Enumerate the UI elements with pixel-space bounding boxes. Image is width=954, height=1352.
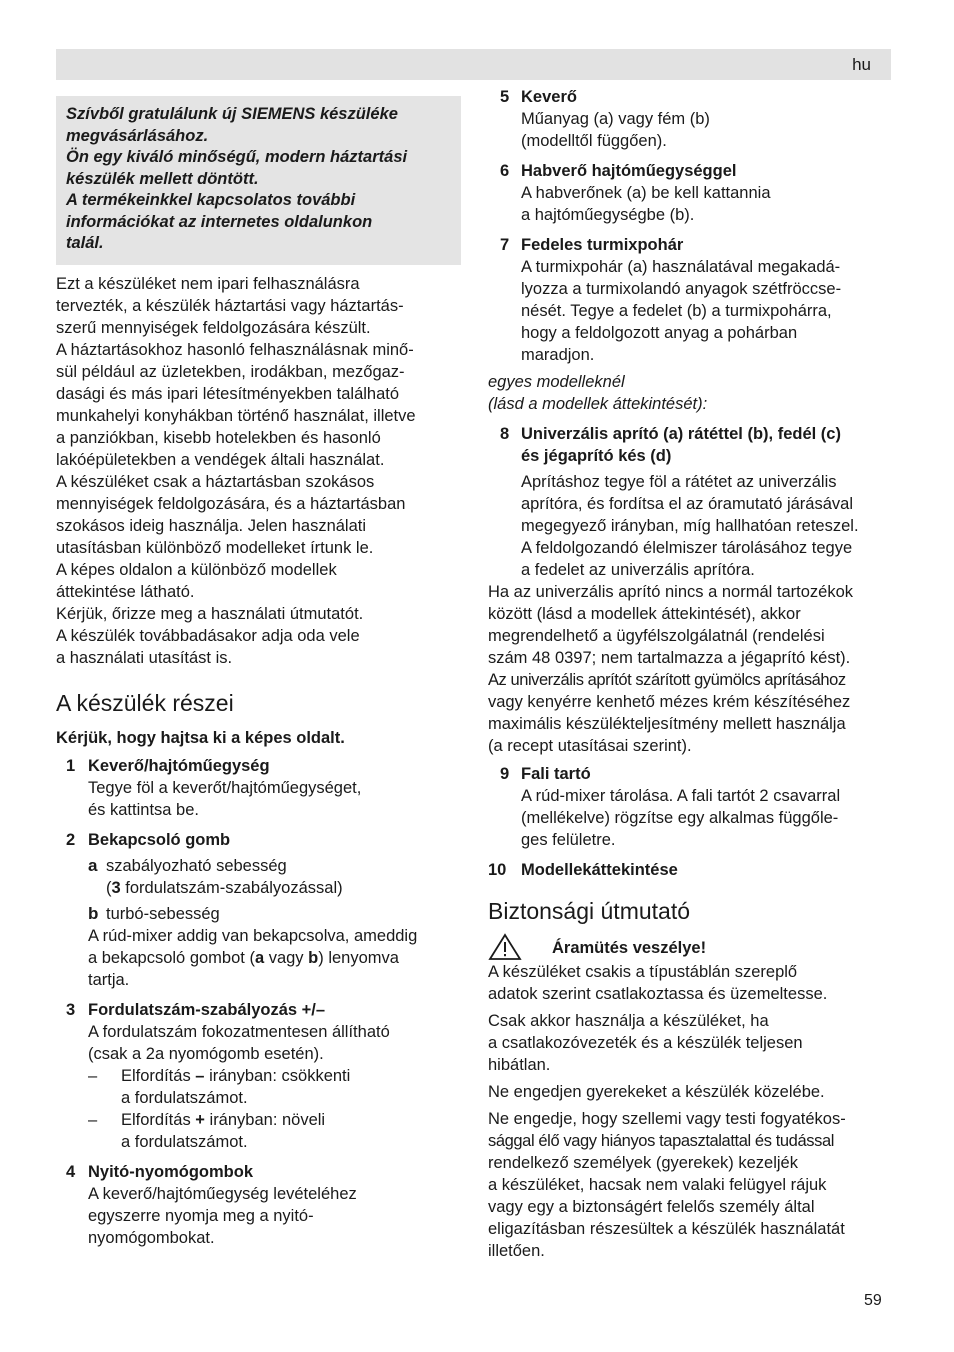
text-fragment-bold: a: [254, 948, 265, 967]
item-title: Fedeles turmixpohár: [521, 236, 684, 254]
text-line: eligazításban részesültek a készülék használatát: [488, 1220, 845, 1238]
text-line: maradjon.: [521, 346, 595, 364]
item-number: 8: [500, 425, 510, 443]
text-line: tartja.: [88, 970, 130, 989]
dash-item: [88, 1065, 461, 1109]
text-line: (csak a 2a nyomógomb esetén).: [88, 1044, 324, 1063]
text-line: (modelltől függően).: [521, 132, 667, 150]
safety-paragraph: [488, 1108, 893, 1262]
accessory-paragraph: [488, 581, 893, 757]
text-line: (a recept utasításai szerint).: [488, 737, 692, 755]
item-number: 7: [500, 236, 510, 254]
text-line: aprítóra, és fordítsa el az óramutató járásával: [521, 495, 853, 513]
item-body: [521, 256, 893, 366]
text-line: egyes modelleknél: [488, 373, 625, 391]
intro-line: talál.: [66, 234, 104, 252]
usage-paragraph: [56, 273, 461, 669]
text-fragment: ) lenyomva: [318, 948, 399, 967]
text-line: Univerzális aprító (a) rátéttel (b), fedél (c): [521, 425, 841, 443]
item-body: [88, 925, 461, 991]
text-line: nését. Tegye a fedelet (b) a turmixpohárra,: [521, 302, 832, 320]
list-item-10: [488, 859, 893, 881]
item-title: Modellekáttekintése: [521, 861, 678, 879]
text-fragment: irányban: növeli: [204, 1110, 326, 1129]
intro-line: megvásárlásához.: [66, 126, 209, 145]
section-subheading: Kérjük, hogy hajtsa ki a képes oldalt.: [56, 728, 345, 747]
text-line: A fordulatszám fokozatmentesen állítható: [88, 1022, 390, 1041]
text-line: A képes oldalon a különböző modellek: [56, 560, 337, 579]
item-number: 9: [500, 765, 510, 783]
text-line: szerű mennyiségek feldolgozására készült.: [56, 318, 371, 337]
text-line: megrendelhető a ügyfélszolgálatnál (rendelési: [488, 627, 825, 645]
text-line: A keverő/hajtóműegység levételéhez: [88, 1184, 357, 1203]
intro-line: információkat az internetes oldalunkon: [66, 212, 373, 231]
list-item-8: [488, 423, 893, 467]
text-line: sággal élő vagy hiányos tapasztalattal és tudással: [488, 1132, 834, 1150]
list-item-4: [56, 1161, 461, 1183]
item-number: 5: [500, 88, 510, 106]
text-line: lyozza a turmixolandó anyagok szétfröccse-: [521, 280, 842, 298]
text-line: tervezték, a készülék háztartási vagy háztartás-: [56, 296, 404, 315]
text-fragment: Elfordítás: [121, 1110, 196, 1129]
text-line: adatok szerint csatlakoztassa és üzemeltesse.: [488, 985, 828, 1003]
item-number: 2: [66, 830, 76, 849]
text-line: nyomógombokat.: [88, 1228, 215, 1247]
text-line: ges felületre.: [521, 831, 616, 849]
text-line: illetően.: [488, 1242, 545, 1260]
item-number: 3: [66, 1000, 76, 1019]
text-line: Ne engedjen gyerekeket a készülék közelébe.: [488, 1083, 825, 1101]
item-body: [88, 1021, 461, 1065]
text-line: A rúd-mixer tárolása. A fali tartót 2 csavarral: [521, 787, 841, 805]
text-line: utasításban különböző modelleket írtunk le.: [56, 538, 374, 557]
list-item-2: [56, 829, 461, 851]
item-title: Fordulatszám-szabályozás +/–: [88, 1000, 326, 1019]
text-line: mennyiségek feldolgozására, és a háztartásban: [56, 494, 406, 513]
item-body: [521, 182, 893, 226]
text-line: megegyező irányban, míg hallhatóan reteszel.: [521, 517, 859, 535]
sub-letter: a: [88, 855, 98, 875]
text-line: a fedelet az univerzális aprítóra.: [521, 561, 755, 579]
text-line: Ha az univerzális aprító nincs a normál tartozékok: [488, 583, 853, 601]
text-line: A habverőnek (a) be kell kattannia: [521, 184, 771, 202]
text-line: Kérjük, őrizze meg a használati útmutatót.: [56, 604, 364, 623]
text-fragment: fordulatszám-szabályozással): [120, 878, 343, 897]
dash-marker: –: [88, 1066, 98, 1085]
list-item-5: [488, 86, 893, 108]
text-line: A készülék továbbadásakor adja oda vele: [56, 626, 360, 645]
text-line: a hajtóműegységbe (b).: [521, 206, 695, 224]
text-fragment: Elfordítás: [121, 1066, 196, 1085]
warning-row: [488, 933, 893, 961]
text-line: munkahelyi konyhákban történő használat, illetve: [56, 406, 416, 425]
text-line: a csatlakozóvezeték és a készülék teljesen: [488, 1034, 803, 1052]
text-fragment: (: [106, 878, 112, 897]
text-line: Műanyag (a) vagy fém (b): [521, 110, 710, 128]
list-item-9: [488, 763, 893, 785]
item-number: 1: [66, 756, 76, 775]
text-line: A készüléket csakis a típustáblán szereplő: [488, 963, 798, 981]
intro-box: [56, 96, 461, 265]
text-line: Ezt a készüléket nem ipari felhasználásra: [56, 274, 360, 293]
item-body: [88, 1183, 461, 1249]
sub-text: turbó-sebesség: [106, 904, 220, 923]
item-number: 10: [488, 861, 507, 879]
warning-triangle-icon: [488, 933, 522, 961]
text-fragment-bold: 3: [111, 878, 121, 897]
text-line: A rúd-mixer addig van bekapcsolva, ameddig: [88, 926, 418, 945]
text-line: Aprításhoz tegye föl a rátétet az univerzális: [521, 473, 837, 491]
text-line: hogy a feldolgozott anyag a pohárban: [521, 324, 798, 342]
text-line: egyszerre nyomja meg a nyitó-: [88, 1206, 314, 1225]
item-number: 6: [500, 162, 510, 180]
item-title: Bekapcsoló gomb: [88, 830, 231, 849]
item-title: Keverő/hajtóműegység: [88, 756, 270, 775]
item-title: Fali tartó: [521, 765, 591, 783]
text-line: és jégaprító kés (d): [521, 447, 672, 465]
text-line: hibátlan.: [488, 1056, 551, 1074]
text-line: Csak akkor használja a készüléket, ha: [488, 1012, 769, 1030]
text-fragment-bold: –: [195, 1066, 205, 1085]
text-fragment: vagy: [264, 948, 309, 967]
models-note: [488, 371, 893, 415]
safety-paragraph: [488, 1010, 893, 1076]
dash-marker: –: [88, 1110, 98, 1129]
text-line: a használati utasítást is.: [56, 648, 233, 667]
item-title: Keverő: [521, 88, 577, 106]
right-column: [488, 86, 893, 1262]
intro-line: készülék mellett döntött.: [66, 169, 259, 188]
item-title: [521, 423, 841, 467]
text-line: Tegye föl a keverőt/hajtóműegységet,: [88, 778, 362, 797]
text-line: lakóépületekben a vendégek általi használat.: [56, 450, 385, 469]
sub-item-a: [88, 855, 461, 899]
text-line: rendelkező személyek (gyerekek) kezeljék: [488, 1154, 798, 1172]
text-line: szám 48 0397; nem tartalmazza a jégaprító kést).: [488, 649, 851, 667]
text-line: a készüléket, hacsak nem valaki felügyel rájuk: [488, 1176, 827, 1194]
text-line: Ne engedje, hogy szellemi vagy testi fogyatékos-: [488, 1110, 846, 1128]
text-line: a fordulatszámot.: [121, 1132, 248, 1151]
text-line: Az univerzális aprítót szárított gyümölcs aprításához: [488, 671, 846, 689]
intro-line: A termékeinkkel kapcsolatos további: [66, 191, 356, 209]
safety-paragraph: [488, 1081, 893, 1103]
left-column: [56, 96, 461, 1249]
text-line: dasági és más ipari létesítményekben található: [56, 384, 400, 403]
text-line: A feldolgozandó élelmiszer tárolásához tegye: [521, 539, 853, 557]
warning-title: Áramütés veszélye!: [552, 939, 707, 957]
item-body: [521, 108, 893, 152]
section-heading-parts: A készülék részei: [56, 689, 234, 716]
item-body: [521, 471, 893, 581]
intro-line: Szívből gratulálunk új SIEMENS készüléke: [66, 105, 398, 123]
text-line: vagy kenyérre kenhető mézes krém készítéséhez: [488, 693, 851, 711]
list-item-1: [56, 755, 461, 777]
text-line: A készüléket csak a háztartásban szokásos: [56, 472, 375, 491]
text-line: sül például az üzletekben, irodákban, mezőgaz-: [56, 362, 405, 381]
item-title: Habverő hajtóműegységgel: [521, 162, 737, 180]
text-line: vagy egy a biztonságért felelős személy által: [488, 1198, 815, 1216]
safety-paragraph: [488, 961, 893, 1005]
page-number: 59: [864, 1292, 882, 1309]
intro-line: Ön egy kiváló minőségű, modern háztartási: [66, 148, 408, 166]
text-line: áttekintése látható.: [56, 582, 195, 601]
list-item-3: [56, 999, 461, 1021]
item-number: 4: [66, 1162, 76, 1181]
text-fragment: irányban: csökkenti: [204, 1066, 351, 1085]
list-item-6: [488, 160, 893, 182]
text-fragment-bold: b: [308, 948, 319, 967]
sub-letter: b: [88, 903, 99, 923]
text-line: a panziókban, kisebb hotelekben és hasonló: [56, 428, 381, 447]
language-label: hu: [852, 55, 871, 74]
text-line: szokásos ideig használja. Jelen használati: [56, 516, 367, 535]
text-line: A háztartásokhoz hasonló felhasználásnak minő-: [56, 340, 414, 359]
text-fragment-bold: +: [195, 1110, 205, 1129]
text-line: és kattintsa be.: [88, 800, 199, 819]
text-line: között (lásd a modellek áttekintését), akkor: [488, 605, 801, 623]
item-title: Nyitó-nyomógombok: [88, 1162, 253, 1181]
text-fragment: a bekapcsoló gombot (: [88, 948, 255, 967]
list-item-7: [488, 234, 893, 256]
text-line: (lásd a modellek áttekintését):: [488, 395, 708, 413]
text-line: a fordulatszámot.: [121, 1088, 248, 1107]
sub-text: szabályozható sebesség: [106, 856, 287, 875]
section-heading-safety: Biztonsági útmutató: [488, 898, 691, 924]
dash-item: [88, 1109, 461, 1153]
header-bar: [56, 49, 891, 80]
text-line: (mellékelve) rögzítse egy alkalmas függőle-: [521, 809, 839, 827]
text-line: A turmixpohár (a) használatával megakadá-: [521, 258, 841, 276]
item-body: [88, 777, 461, 821]
item-body: [521, 785, 893, 851]
sub-item-b: [88, 903, 461, 925]
text-line: maximális készülékteljesítmény mellett használja: [488, 715, 846, 733]
